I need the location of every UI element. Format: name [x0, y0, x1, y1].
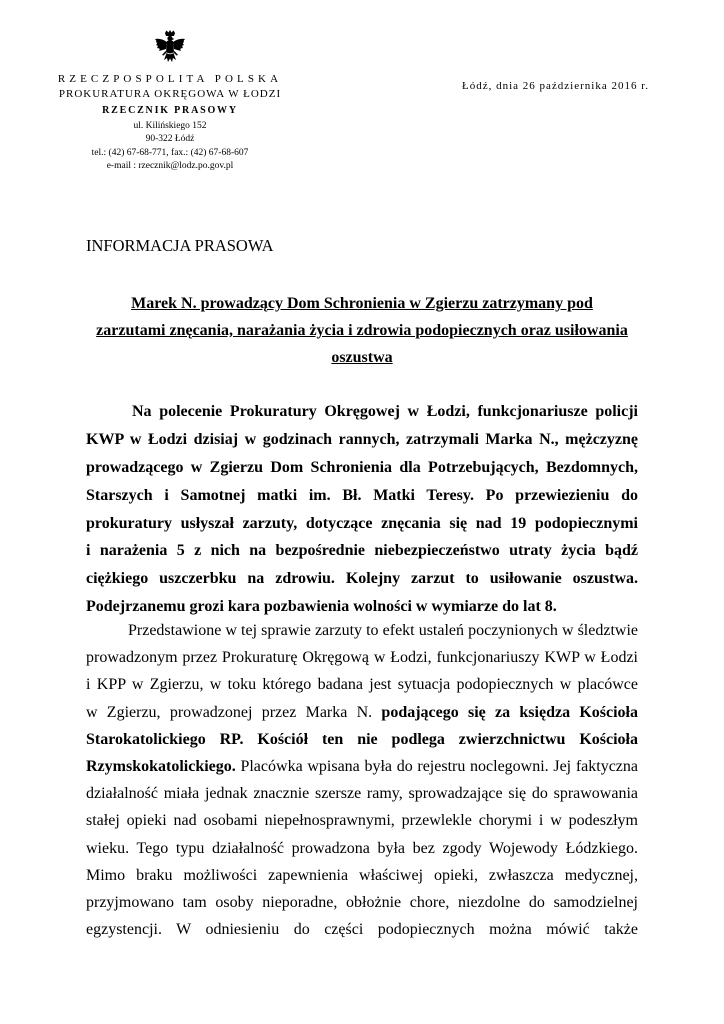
title-line: oszustwa — [331, 349, 393, 366]
eagle-emblem-icon — [153, 30, 187, 68]
body-bold-text: podającego się za księdza Kościoła — [381, 703, 638, 721]
body-line: egzystencji. W odniesieniu do części podopiecznych można mówić także — [86, 921, 638, 939]
lead-paragraph — [86, 398, 638, 621]
body-line: i KPP w Zgierzu, w toku którego badana jest sytuacja podopiecznych w placówce — [86, 676, 638, 694]
lead-line: Starszych i Samotnej matki im. Bł. Matki Teresy. Po przewiezieniu do — [86, 486, 638, 504]
letterhead-postal: 90-322 Łódź — [145, 134, 195, 145]
body-line: prowadzonym przez Prokuraturę Okręgową w Łodzi, funkcjonariuszy KWP w Łodzi — [86, 649, 638, 667]
letterhead-office: PROKURATURA OKRĘGOWA W ŁODZI — [58, 88, 282, 100]
letterhead-country: RZECZPOSPOLITA POLSKA — [57, 73, 283, 85]
lead-line: KWP w Łodzi dzisiaj w godzinach rannych, zatrzymali Marka N., mężczyznę — [86, 430, 638, 448]
lead-line: Na polecenie Prokuratury Okręgowej w Łodzi, funkcjonariusze policji — [132, 403, 638, 420]
body-line: przyjmowano tam osoby nieporadne, obłożnie chore, niezdolne do samodzielnej — [86, 893, 638, 911]
lead-line: prokuratury usłyszał zarzuty, dotyczące znęcania się nad 19 podopiecznymi — [86, 514, 638, 532]
letterhead — [40, 71, 300, 173]
document-heading: INFORMACJA PRASOWA — [86, 236, 274, 255]
body-line: wieku. Tego typu działalność prowadzona była bez zgody Wojewody Łódzkiego. — [86, 839, 638, 857]
letterhead-phone: tel.: (42) 67-68-771, fax.: (42) 67-68-607 — [91, 147, 249, 158]
lead-line: Podejrzanemu grozi kara pozbawienia wolności w wymiarze do lat 8. — [86, 598, 557, 616]
letterhead-email: e-mail : rzecznik@lodz.po.gov.pl — [106, 160, 234, 171]
body-text: w Zgierzu, prowadzonej przez Marka N. — [86, 703, 382, 721]
lead-line: prowadzącego w Zgierzu Dom Schronienia dla Potrzebujących, Bezdomnych, — [86, 458, 638, 476]
body-line: Mimo braku możliwości zapewnienia właściwej opieki, zwłaszcza medycznej, — [86, 866, 638, 884]
letterhead-department: RZECZNIK PRASOWY — [102, 105, 238, 116]
lead-line: i narażenia 5 z nich na bezpośrednie niebezpieczeństwo utraty życia bądź — [86, 542, 638, 560]
body-bold-text: Rzymskokatolickiego. — [86, 757, 236, 775]
body-line: Przedstawione w tej sprawie zarzuty to efekt ustaleń poczynionych w śledztwie — [128, 622, 638, 639]
document-date: Łódź, dnia 26 października 2016 r. — [462, 80, 650, 92]
body-line: stałej opieki nad osobami niepełnosprawnymi, przewlekle chorymi i w podeszłym — [86, 812, 638, 830]
letterhead-street: ul. Kilińskiego 152 — [133, 121, 207, 131]
press-release-title — [86, 290, 638, 371]
body-line: Starokatolickiego RP. Kościół ten nie podlega zwierzchnictwu Kościoła — [86, 730, 638, 748]
body-line: działalność miała jednak znacznie szersze ramy, sprowadzające się do sprawowania — [86, 785, 638, 803]
body-paragraph — [86, 617, 638, 943]
lead-line: ciężkiego uszczerbku na zdrowiu. Kolejny zarzut to usiłowanie oszustwa. — [86, 570, 638, 588]
body-line — [86, 699, 638, 726]
body-line — [86, 753, 638, 780]
title-line: Marek N. prowadzący Dom Schronienia w Zgierzu zatrzymany pod — [131, 295, 593, 312]
body-text: Placówka wpisana była do rejestru noclegowni. Jej faktyczna — [235, 757, 638, 775]
title-line: zarzutami znęcania, narażania życia i zdrowia podopiecznych oraz usiłowania — [96, 322, 628, 339]
